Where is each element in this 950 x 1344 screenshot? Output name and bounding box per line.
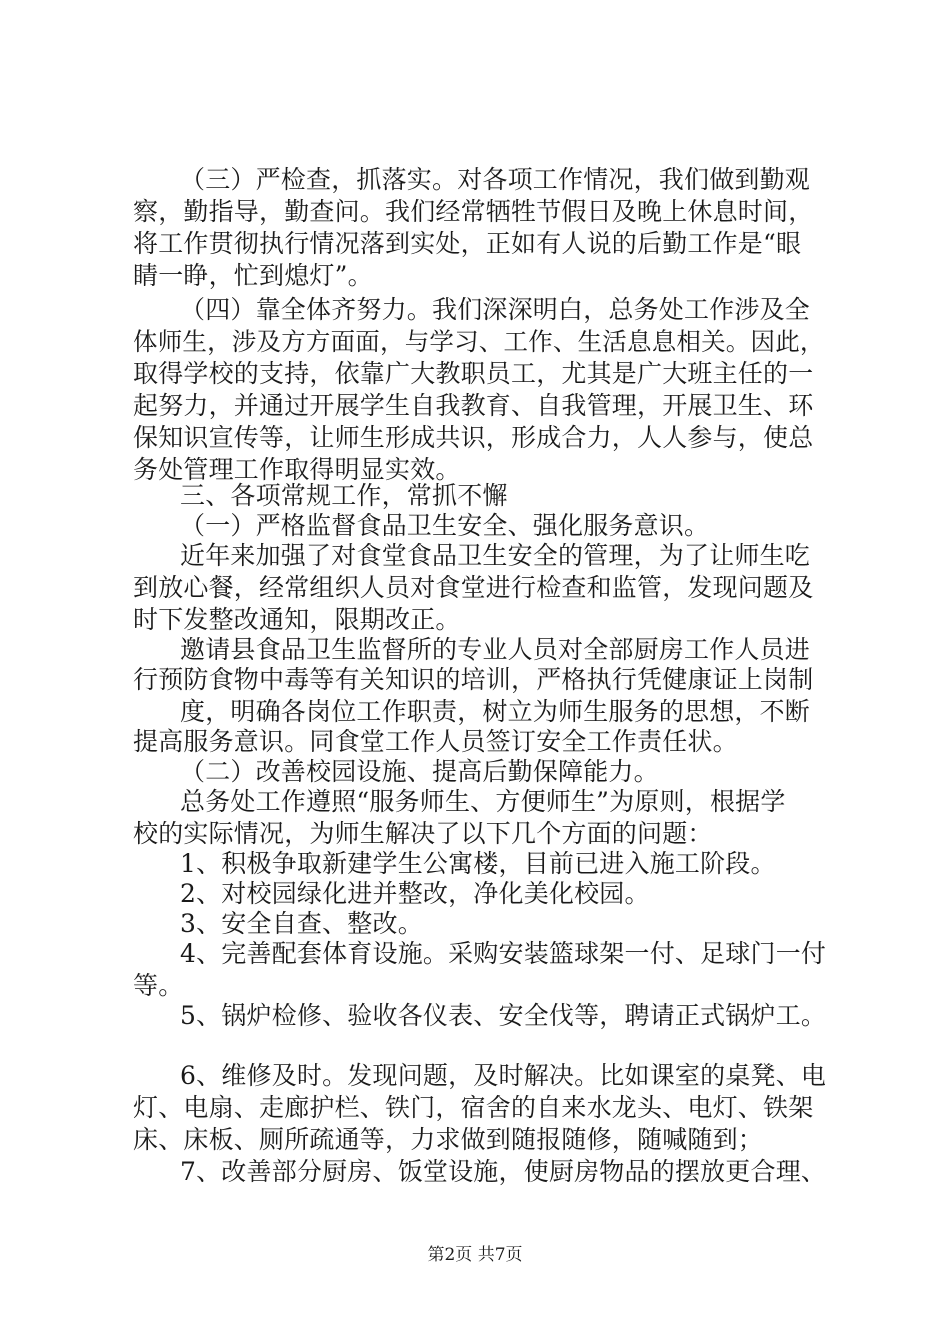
list-item: 7、改善部分厨房、饭堂设施，使厨房物品的摆放更合理、	[180, 1157, 827, 1186]
paragraph-line: 将工作贯彻执行情况落到实处，正如有人说的后勤工作是“眼	[133, 229, 802, 258]
paragraph-line: 近年来加强了对食堂食品卫生安全的管理，为了让师生吃	[180, 541, 811, 570]
subsection-heading: （一）严格监督食品卫生安全、强化服务意识。	[180, 511, 710, 540]
list-item: 6、维修及时。发现问题，及时解决。比如课室的桌凳、电	[180, 1061, 827, 1090]
list-item: 2、对校园绿化进并整改，净化美化校园。	[180, 879, 650, 908]
paragraph-line: 提高服务意识。同食堂工作人员签订安全工作责任状。	[133, 727, 738, 756]
section-heading: 三、各项常规工作，常抓不懈	[180, 481, 508, 510]
list-item-continuation: 床、床板、厕所疏通等，力求做到随报随修，随喊随到；	[133, 1125, 764, 1154]
paragraph-line: 邀请县食品卫生监督所的专业人员对全部厨房工作人员进	[180, 635, 811, 664]
list-item: 1、积极争取新建学生公寓楼，目前已进入施工阶段。	[180, 849, 776, 878]
page-number-footer: 第2页 共7页	[427, 1245, 523, 1265]
paragraph-line: 时下发整改通知，限期改正。	[133, 605, 461, 634]
paragraph-line: 度，明确各岗位工作职责，树立为师生服务的思想，不断	[180, 697, 811, 726]
paragraph-line: （三）严检查，抓落实。对各项工作情况，我们做到勤观	[180, 165, 811, 194]
paragraph-line: 体师生，涉及方方面面，与学习、工作、生活息息相关。因此，	[133, 327, 825, 356]
paragraph-line: 起努力，并通过开展学生自我教育、自我管理，开展卫生、环	[133, 391, 814, 420]
list-item: 5、锅炉检修、验收各仪表、安全伐等，聘请正式锅炉工。	[180, 1001, 827, 1030]
paragraph-line: 总务处工作遵照“服务师生、方便师生”为原则，根据学	[180, 787, 786, 816]
paragraph-line: 睛一睁，忙到熄灯”。	[133, 261, 373, 290]
paragraph-line: 行预防食物中毒等有关知识的培训，严格执行凭健康证上岗制	[133, 665, 814, 694]
subsection-heading: （二）改善校园设施、提高后勤保障能力。	[180, 757, 659, 786]
list-item-continuation: 灯、电扇、走廊护栏、铁门，宿舍的自来水龙头、电灯、铁架	[133, 1093, 814, 1122]
paragraph-line: （四）靠全体齐努力。我们深深明白，总务处工作涉及全	[180, 295, 811, 324]
paragraph-line: 保知识宣传等，让师生形成共识，形成合力，人人参与，使总	[133, 423, 814, 452]
paragraph-line: 务处管理工作取得明显实效。	[133, 455, 461, 484]
list-item: 3、安全自查、整改。	[180, 909, 423, 938]
list-item-continuation: 等。	[133, 971, 184, 1000]
list-item: 4、完善配套体育设施。采购安装篮球架一付、足球门一付	[180, 939, 827, 968]
paragraph-line: 察，勤指导，勤查问。我们经常牺牲节假日及晚上休息时间，	[133, 197, 814, 226]
paragraph-line: 校的实际情况，为师生解决了以下几个方面的问题：	[133, 819, 713, 848]
paragraph-line: 取得学校的支持，依靠广大教职员工，尤其是广大班主任的一	[133, 359, 814, 388]
paragraph-line: 到放心餐，经常组织人员对食堂进行检查和监管，发现问题及	[133, 573, 814, 602]
